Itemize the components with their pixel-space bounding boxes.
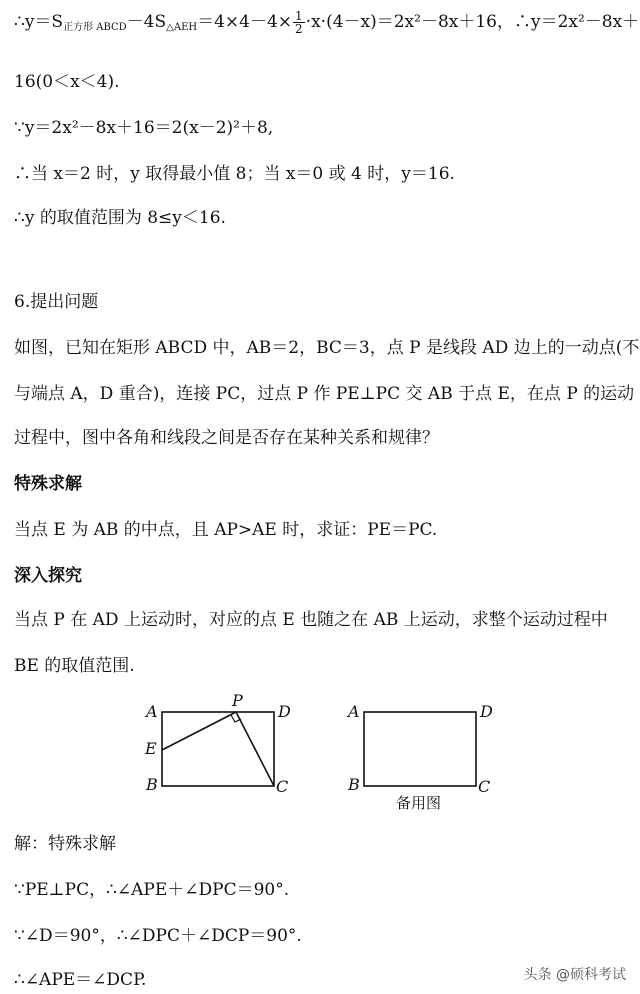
label-C: C: [276, 777, 289, 796]
text-segment: －4S: [126, 12, 167, 32]
figure-rectangle-with-p-e: [140, 690, 300, 800]
formula-line-1: [14, 10, 639, 38]
label-C: C: [478, 777, 491, 796]
problem-text-1: 如图，已知在矩形 ABCD 中，AB＝2，BC＝3，点 P 是线段 AD 边上的一动点(不: [14, 338, 640, 358]
formula-line-4: ∴当 x＝2 时，y 取得最小值 8；当 x＝0 或 4 时，y＝16.: [14, 164, 455, 184]
label-E: E: [145, 739, 157, 758]
label-B: B: [146, 775, 158, 794]
label-D: D: [480, 702, 493, 721]
label-B: B: [348, 775, 360, 794]
label-A: A: [348, 702, 360, 721]
label-P: P: [232, 691, 243, 710]
special-solution-text: 当点 E 为 AB 的中点，且 AP>AE 时，求证：PE＝PC.: [14, 520, 438, 540]
fraction: [293, 10, 305, 35]
heading-special-solution: 特殊求解: [14, 474, 82, 494]
subscript: △AEH: [166, 22, 198, 33]
solution-line-2: ∵∠D＝90°，∴∠DPC＋∠DCP＝90°.: [14, 926, 302, 946]
solution-heading: 解：特殊求解: [14, 834, 116, 854]
subscript: 正方形 ABCD: [63, 22, 127, 33]
exploration-text-1: 当点 P 在 AD 上运动时，对应的点 E 也随之在 AB 上运动，求整个运动过程中: [14, 610, 608, 630]
formula-line-5: ∴y 的取值范围为 8≤y＜16.: [14, 208, 226, 228]
text-segment: ∴y＝S: [14, 12, 64, 32]
fraction-denominator: 2: [295, 22, 303, 36]
problem-text-3: 过程中，图中各角和线段之间是否存在某种关系和规律？: [14, 428, 439, 448]
label-A: A: [146, 702, 158, 721]
solution-line-1: ∵PE⊥PC，∴∠APE＋∠DPC＝90°.: [14, 880, 290, 900]
heading-deep-exploration: 深入探究: [14, 566, 82, 586]
figure-caption: 备用图: [396, 794, 442, 812]
formula-line-3: ∵y＝2x²－8x＋16＝2(x－2)²＋8,: [14, 118, 274, 138]
watermark: 头条 @硕科考试: [523, 967, 626, 983]
fraction-numerator: 1: [295, 9, 303, 23]
section-title-problem: 6.提出问题: [14, 292, 99, 312]
problem-text-2: 与端点 A，D 重合)，连接 PC，过点 P 作 PE⊥PC 交 AB 于点 E，在点 P 的运动: [14, 384, 635, 404]
text-segment: ·x·(4－x)＝2x²－8x＋16，∴y＝2x²－8x＋: [305, 12, 640, 32]
figure-spare-rectangle: [340, 690, 500, 820]
text-segment: ＝4×4－4×: [197, 12, 293, 32]
exploration-text-2: BE 的取值范围.: [14, 656, 135, 676]
label-D: D: [278, 702, 291, 721]
formula-line-2: 16(0＜x＜4).: [14, 72, 120, 92]
solution-line-3: ∴∠APE＝∠DCP.: [14, 970, 147, 990]
